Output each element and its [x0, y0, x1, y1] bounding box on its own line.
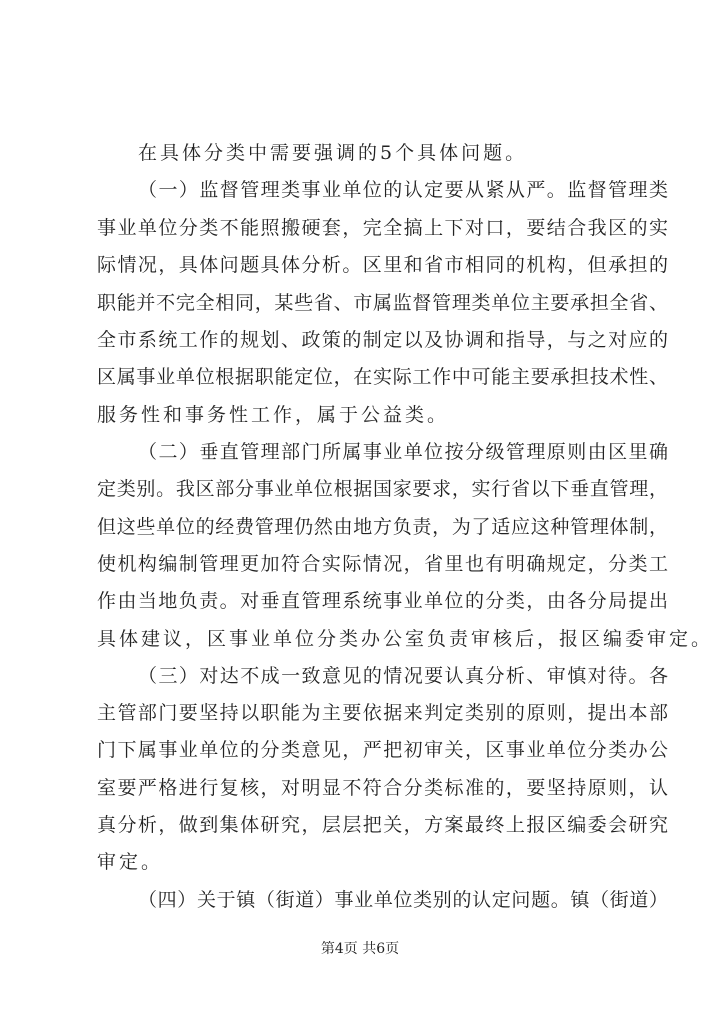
text-line: 际情况，具体问题具体分析。区里和省市相同的机构，但承担的: [97, 254, 668, 276]
text-line: （四）关于镇（街道）事业单位类别的认定问题。镇（街道）: [138, 889, 668, 911]
text-line: 职能并不完全相同，某些省、市属监督管理类单位主要承担全省、: [97, 292, 668, 314]
text-line: 审定。: [97, 851, 164, 873]
text-line: 使机构编制管理更加符合实际情况，省里也有明确规定，分类工: [97, 553, 668, 575]
text-line: （一）监督管理类事业单位的认定要从紧从严。监督管理类: [138, 179, 668, 201]
text-line: 定类别。我区部分事业单位根据国家要求，实行省以下垂直管理，: [97, 478, 668, 500]
text-line: 主管部门要坚持以职能为主要依据来判定类别的原则，提出本部: [97, 702, 668, 724]
page-number: 第4页 共6页: [320, 941, 400, 957]
text-line: 区属事业单位根据职能定位，在实际工作中可能主要承担技术性、: [97, 366, 668, 388]
text-line: 真分析，做到集体研究，层层把关，方案最终上报区编委会研究: [97, 814, 668, 836]
text-line: 事业单位分类不能照搬硬套，完全搞上下对口，要结合我区的实: [97, 217, 668, 239]
text-line: 门下属事业单位的分类意见，严把初审关，区事业单位分类办公: [97, 739, 668, 761]
text-line: 在具体分类中需要强调的5个具体问题。: [138, 142, 528, 164]
text-line: 具体建议，区事业单位分类办公室负责审核后，报区编委审定。: [97, 628, 714, 650]
text-line: 但这些单位的经费管理仍然由地方负责，为了适应这种管理体制，: [97, 516, 668, 538]
text-line: 全市系统工作的规划、政策的制定以及协调和指导，与之对应的: [97, 329, 668, 351]
text-line: 服务性和事务性工作，属于公益类。: [97, 404, 450, 426]
text-line: （三）对达不成一致意见的情况要认真分析、审慎对待。各: [138, 665, 668, 687]
text-line: （二）垂直管理部门所属事业单位按分级管理原则由区里确: [138, 441, 668, 463]
text-line: 室要严格进行复核，对明显不符合分类标准的，要坚持原则，认: [97, 777, 668, 799]
text-line: 作由当地负责。对垂直管理系统事业单位的分类，由各分局提出: [97, 590, 668, 612]
